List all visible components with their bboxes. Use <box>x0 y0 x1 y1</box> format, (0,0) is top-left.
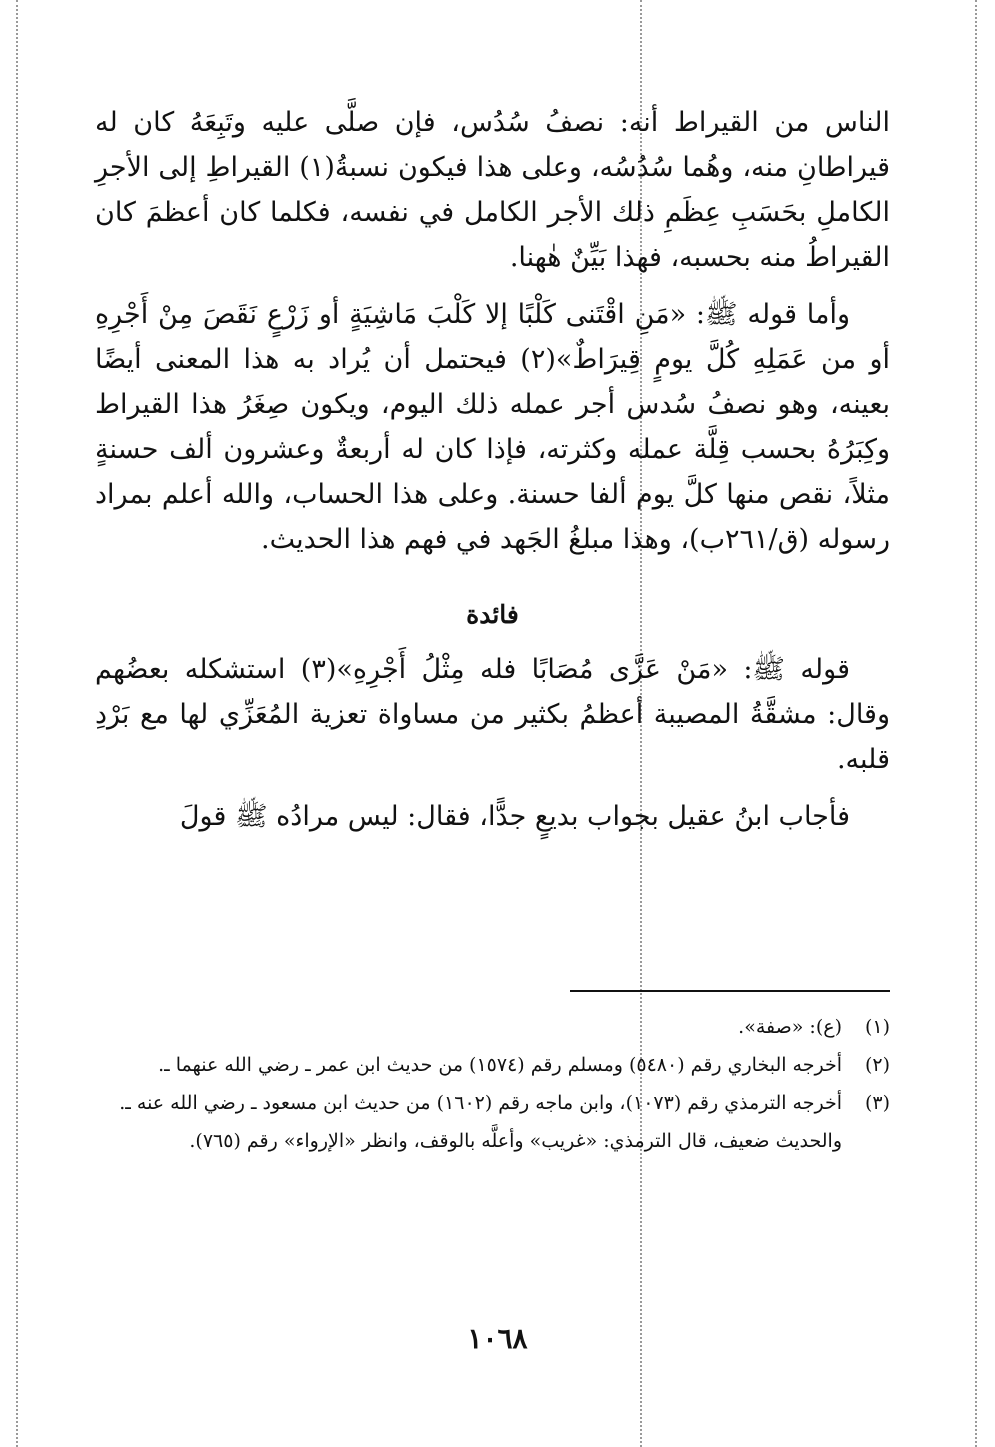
main-text <box>95 100 890 851</box>
paragraph-1: الناس من القيراط أنه: نصفُ سُدُس، فإن صلَّى عليه وتَبِعَهُ كان له قيراطانِ منه، وهُما سُدُسُه، وعلى هذا فيكون نسبةُ(١) القيراطِ إلى الأجرِ الكاملِ بحَسَبِ عِظَمِ ذلك الأجر الكامل في نفسه، فكلما كان أعظمَ كان القيراطُ منه بحسبه، فهذا بَيِّنٌ هٰهنا. <box>95 107 890 273</box>
footnote-text: (ع): «صفة». <box>738 1016 842 1038</box>
dotted-margin-left <box>16 0 18 1447</box>
section-heading: فائدة <box>466 600 519 629</box>
footnote-3-continuation: والحديث ضعيف، قال الترمذي: «غريب» وأعلَّه بالوقف، وانظر «الإرواء» رقم (٧٦٥). <box>189 1130 842 1152</box>
paragraph-4: فأجاب ابنُ عقيل بجواب بديعٍ جدًّا، فقال: ليس مرادُه ﷺ قولَ <box>179 801 850 832</box>
footnote-3 <box>95 1084 890 1122</box>
paragraph-2: وأما قوله ﷺ: «مَنِ اقْتَنى كَلْبًا إلا كَلْبَ مَاشِيَةٍ أو زَرْعٍ نَقَصَ مِنْ أَجْرِهِ أو من عَمَلِهِ كُلَّ يومٍ قِيرَاطٌ»(٢) فيحتمل أن يُراد به هذا المعنى أيضًا بعينه، وهو نصفُ سُدس أجر عمله ذلك اليوم، ويكون صِغَرُ هذا القيراط وكِبَرُهُ بحسب قِلَّة عمله وكثرته، فإذا كان له أربعةٌ وعشرون ألف حسنةٍ مثلاً، نقص منها كلَّ يوم ألفا حسنة. وعلى هذا الحساب، والله أعلم بمراد رسوله (ق/٢٦١ب)، وهذا مبلغُ الجَهد في فهم هذا الحديث. <box>95 299 891 555</box>
page-number: ١٠٦٨ <box>467 1322 528 1355</box>
footnote-number: (٢) <box>864 1054 890 1076</box>
footnote-number: (٣) <box>864 1092 890 1114</box>
footnote-number: (١) <box>864 1016 890 1038</box>
dotted-margin-right <box>975 0 977 1447</box>
footnote-1 <box>95 1008 890 1046</box>
footnote-separator <box>570 990 890 992</box>
footnote-text: أخرجه البخاري رقم (٥٤٨٠) ومسلم رقم (١٥٧٤) من حديث ابن عمر ـ رضي الله عنهما ـ. <box>158 1054 842 1076</box>
paragraph-3: قوله ﷺ: «مَنْ عَزَّى مُصَابًا فله مِثْلُ أَجْرِهِ»(٣) استشكله بعضُهم وقال: مشقَّةُ المصيبة أعظمُ بكثير من مساواة تعزية المُعَزِّي لها مع بَرْدِ قلبه. <box>95 654 890 775</box>
footnote-2 <box>95 1046 890 1084</box>
footnote-text: أخرجه الترمذي رقم (١٠٧٣)، وابن ماجه رقم (١٦٠٢) من حديث ابن مسعود ـ رضي الله عنه ـ. <box>119 1092 842 1114</box>
footnotes <box>95 1008 890 1160</box>
